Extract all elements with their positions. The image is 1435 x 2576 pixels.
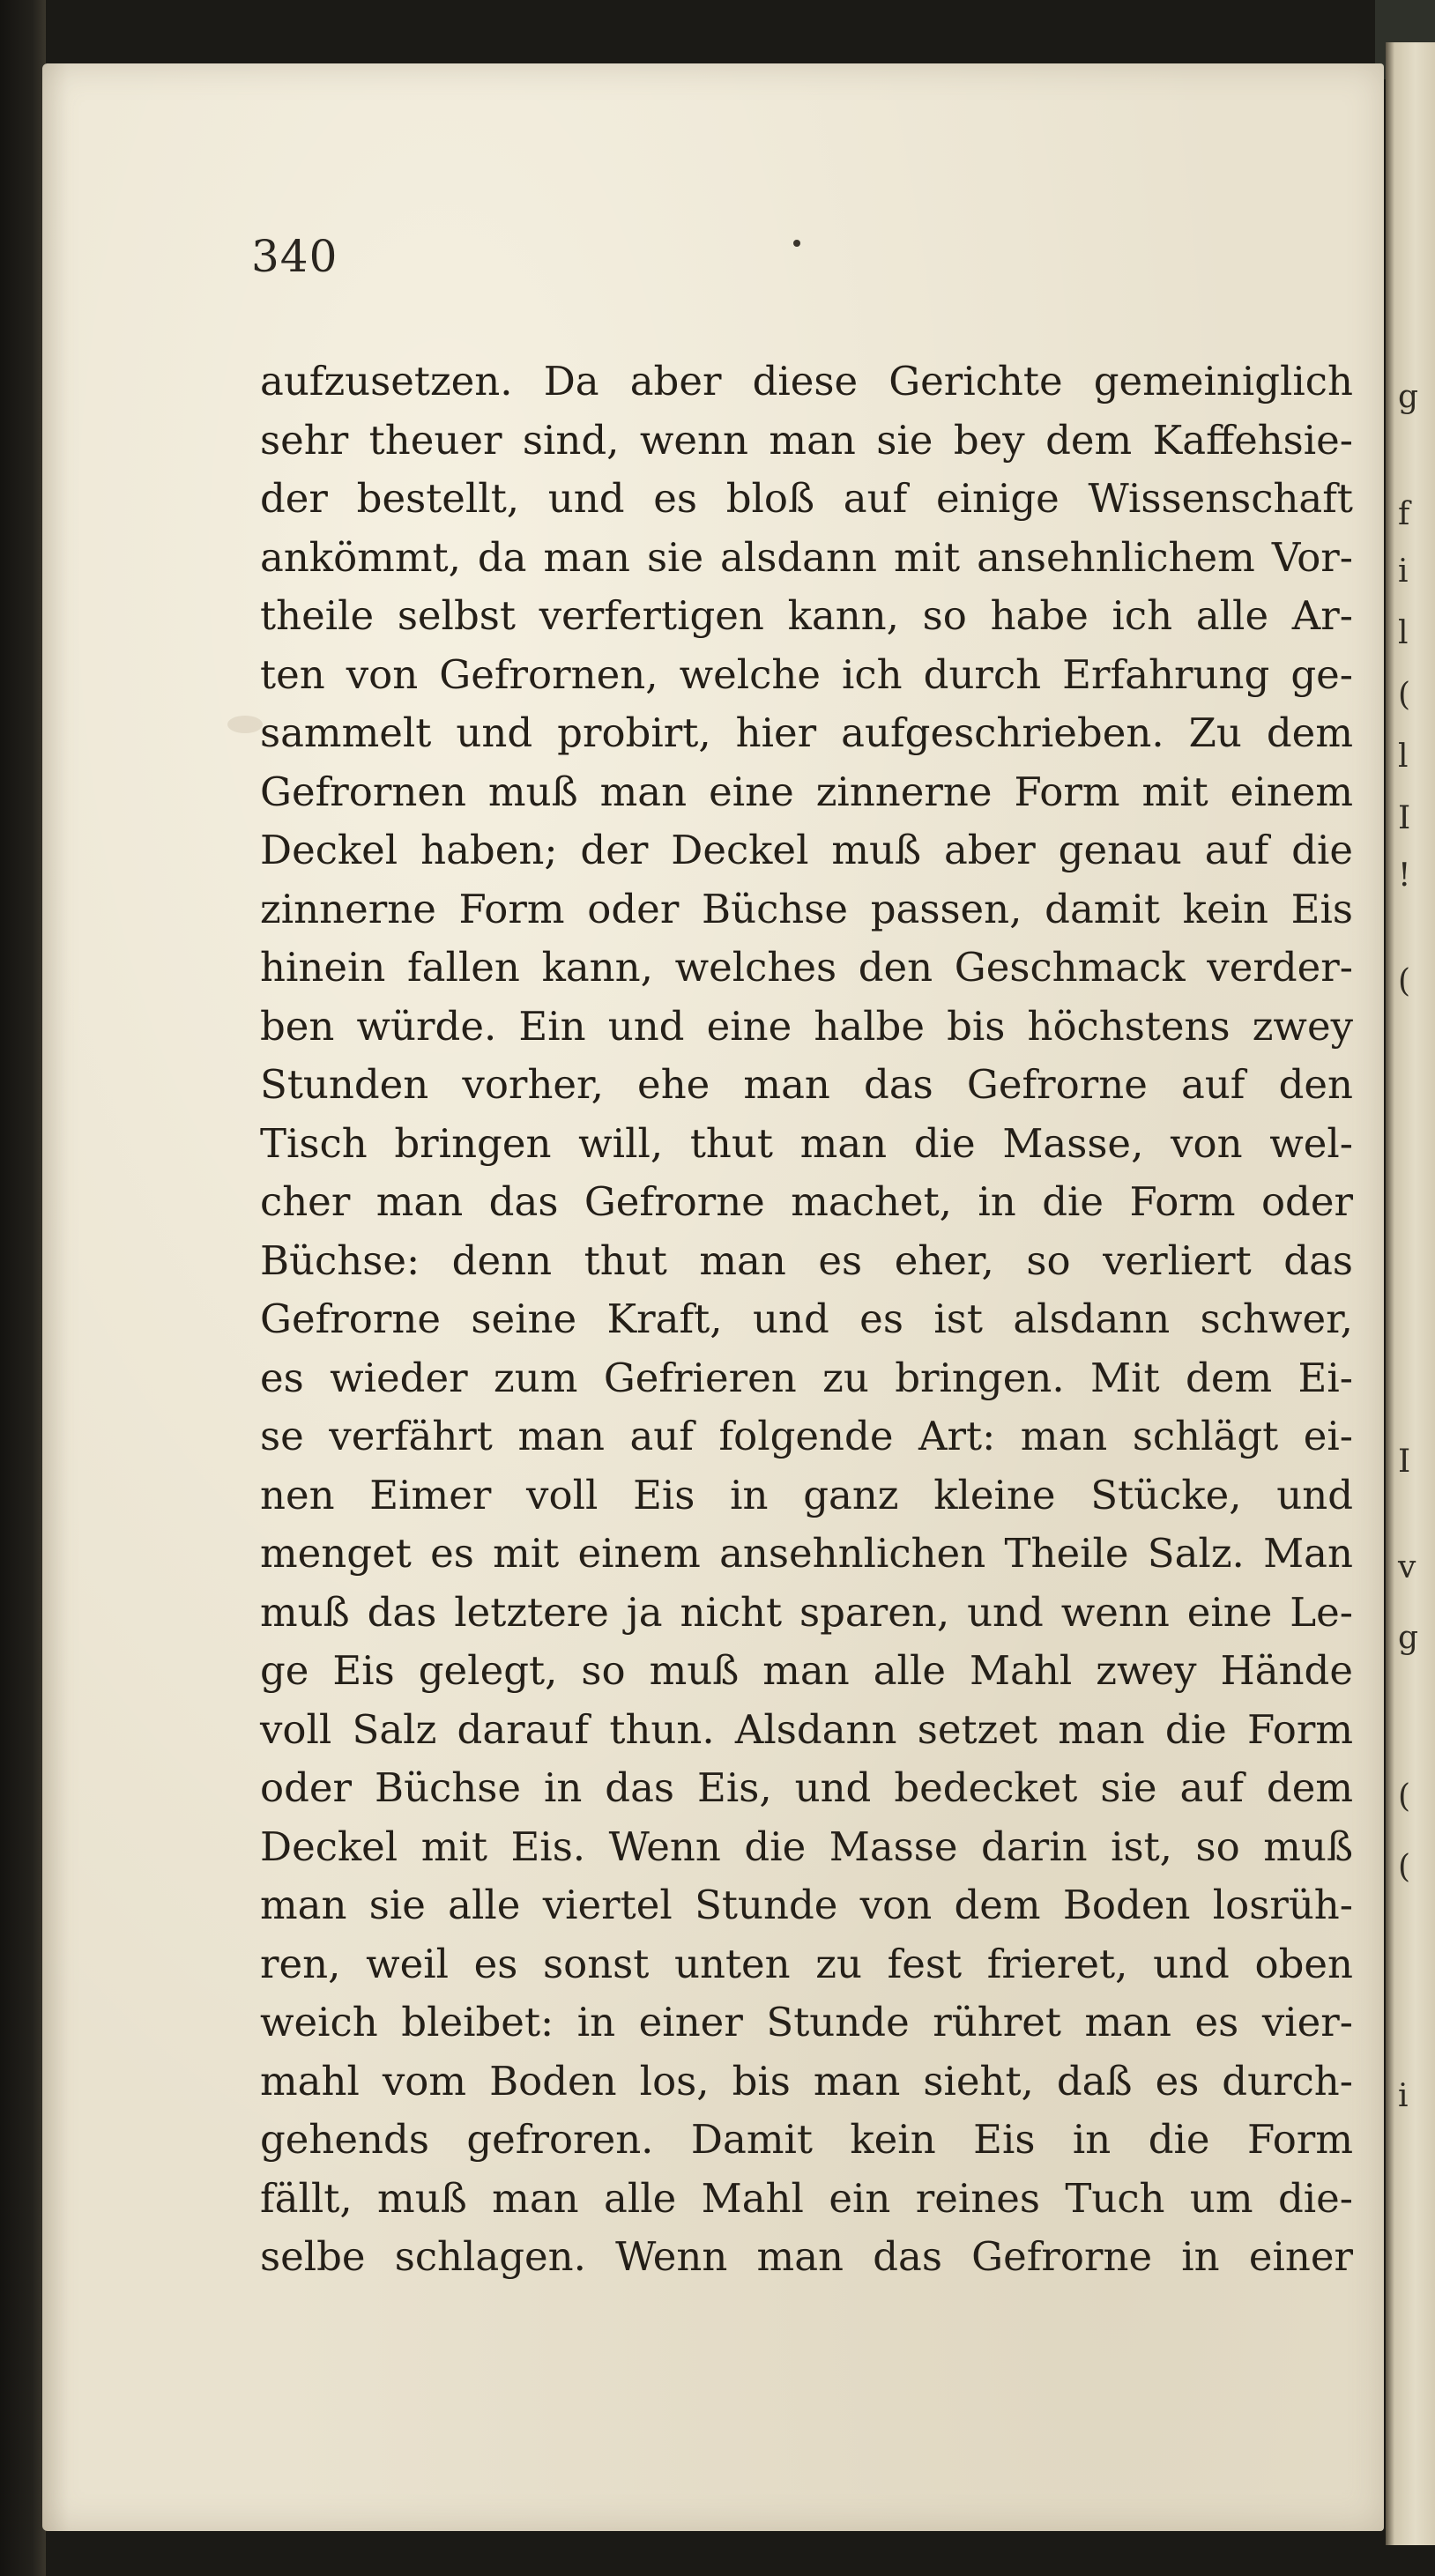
text-line: nen Eimer voll Eis in ganz kleine Stücke, und xyxy=(260,1471,1353,1518)
text-line: sammelt und probirt, hier aufgeschrieben. Zu dem xyxy=(260,709,1353,756)
text-line: ankömmt, da man sie alsdann mit ansehnlichem Vor- xyxy=(260,533,1353,581)
adjacent-page-fragment: l xyxy=(1398,739,1409,775)
text-line: ben würde. Ein und eine halbe bis höchstens zwey xyxy=(260,1002,1353,1050)
binding-shadow xyxy=(0,0,46,2576)
text-line: Gefrorne seine Kraft, und es ist alsdann schwer, xyxy=(260,1295,1353,1342)
body-text xyxy=(260,353,1353,2287)
adjacent-page-fragment: I xyxy=(1398,800,1411,836)
text-line: man sie alle viertel Stunde von dem Boden losrüh- xyxy=(260,1882,1353,1928)
adjacent-page-fragment: ( xyxy=(1398,963,1411,999)
text-line: muß das letztere ja nicht sparen, und wenn eine Le- xyxy=(260,1588,1353,1636)
page-number: 340 xyxy=(251,231,338,282)
text-line: mahl vom Boden los, bis man sieht, daß es durch- xyxy=(260,2057,1353,2105)
adjacent-page-fragment: ( xyxy=(1398,1849,1411,1885)
adjacent-page-fragment: g xyxy=(1398,1620,1419,1656)
text-line: hinein fallen kann, welches den Geschmack verder- xyxy=(260,944,1353,991)
text-line: gehends gefroren. Damit kein Eis in die Form xyxy=(260,2116,1353,2163)
text-line: weich bleibet: in einer Stunde rühret man es vier- xyxy=(260,1999,1353,2045)
adjacent-page-fragment: l xyxy=(1398,615,1409,651)
adjacent-page-fragment: ( xyxy=(1398,677,1411,713)
adjacent-page-fragment: f xyxy=(1398,496,1410,532)
text-line: Gefrornen muß man eine zinnerne Form mit einem xyxy=(260,768,1353,815)
adjacent-page-fragment: g xyxy=(1398,379,1419,415)
text-line: zinnerne Form oder Büchse passen, damit kein Eis xyxy=(260,885,1353,932)
text-line: ren, weil es sonst unten zu fest frieret, und oben xyxy=(260,1940,1353,1987)
text-line: Deckel mit Eis. Wenn die Masse darin ist, so muß xyxy=(260,1823,1353,1870)
text-line: se verfährt man auf folgende Art: man schlägt ei- xyxy=(260,1413,1353,1459)
text-line: Tisch bringen will, thut man die Masse, von wel- xyxy=(260,1119,1353,1167)
text-line: Büchse: denn thut man es eher, so verliert das xyxy=(260,1236,1353,1284)
adjacent-page-fragment: I xyxy=(1398,1444,1411,1480)
text-line: selbe schlagen. Wenn man das Gefrorne in einer xyxy=(260,2233,1353,2280)
adjacent-page-fragment: ( xyxy=(1398,1778,1411,1815)
text-line: oder Büchse in das Eis, und bedecket sie auf dem xyxy=(260,1764,1353,1811)
adjacent-page-edge xyxy=(1386,42,1435,2545)
text-line: Deckel haben; der Deckel muß aber genau auf die xyxy=(260,827,1353,873)
text-line: menget es mit einem ansehnlichen Theile Salz. Man xyxy=(260,1530,1353,1577)
text-line: Stunden vorher, ehe man das Gefrorne auf den xyxy=(260,1061,1353,1108)
ink-dot xyxy=(793,240,800,247)
adjacent-page-fragment: i xyxy=(1398,2078,1409,2114)
adjacent-page-fragment: i xyxy=(1398,553,1409,590)
adjacent-page-fragment: ! xyxy=(1398,857,1411,894)
text-line: voll Salz darauf thun. Alsdann setzet man die Form xyxy=(260,1705,1353,1753)
text-line: theile selbst verfertigen kann, so habe ich alle Ar- xyxy=(260,592,1353,639)
text-line: es wieder zum Gefrieren zu bringen. Mit dem Ei- xyxy=(260,1354,1353,1401)
adjacent-page-fragment: v xyxy=(1398,1549,1416,1585)
text-line: der bestellt, und es bloß auf einige Wissenschaft xyxy=(260,475,1353,522)
text-line: aufzusetzen. Da aber diese Gerichte gemeiniglich xyxy=(260,358,1353,405)
text-line: ge Eis gelegt, so muß man alle Mahl zwey Hände xyxy=(260,1647,1353,1694)
text-line: sehr theuer sind, wenn man sie bey dem Kaffehsie- xyxy=(260,416,1353,464)
text-line: ten von Gefrornen, welche ich durch Erfahrung ge- xyxy=(260,650,1353,698)
text-line: fällt, muß man alle Mahl ein reines Tuch um die- xyxy=(260,2174,1353,2222)
text-line: cher man das Gefrorne machet, in die Form oder xyxy=(260,1178,1353,1225)
paper-stain xyxy=(227,716,263,733)
